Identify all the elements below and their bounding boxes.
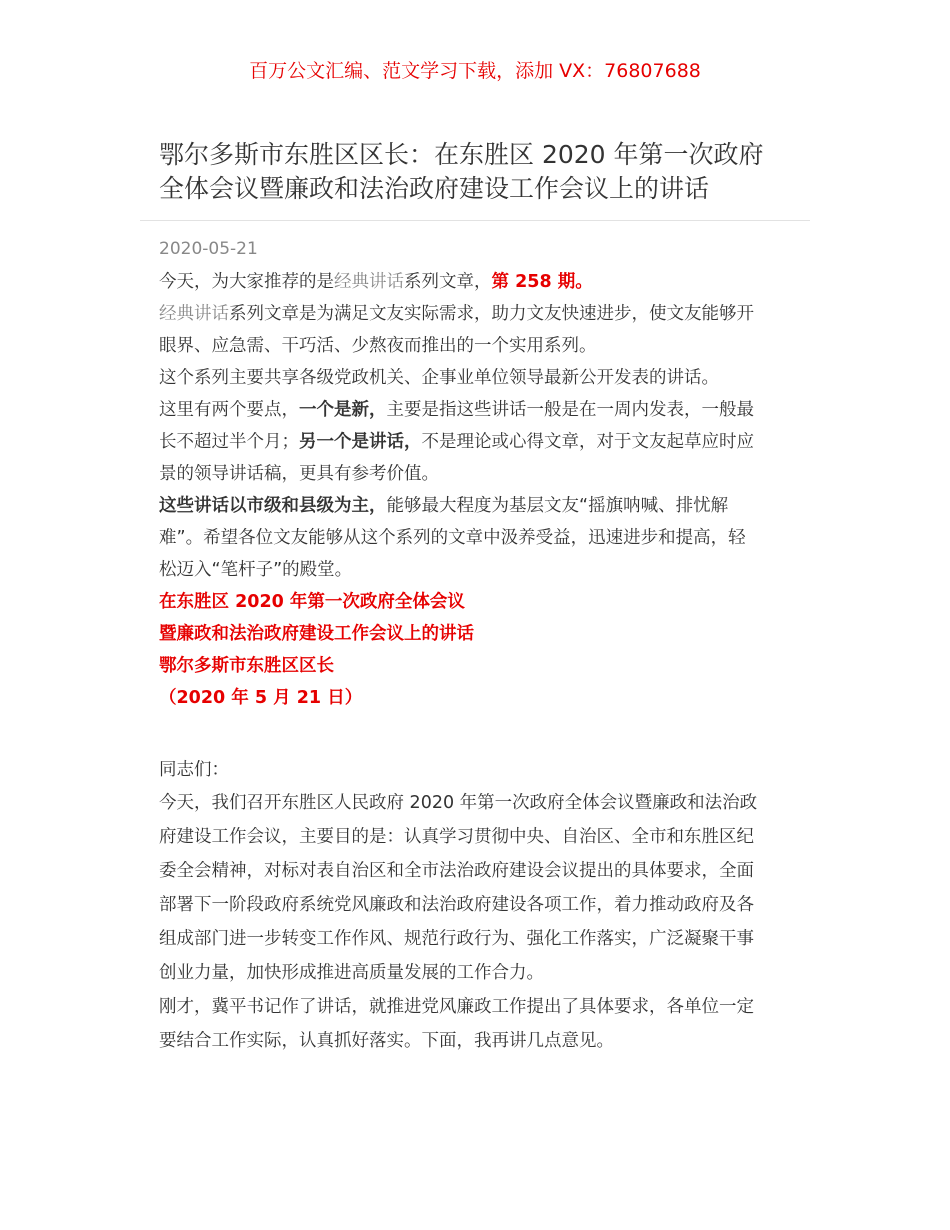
series-name: 经典讲话 <box>334 272 404 292</box>
text: 系列文章， <box>404 272 492 292</box>
text: 长不超过半个月； <box>159 432 299 452</box>
article-title <box>159 138 799 206</box>
text: 能够最大程度为基层文友“摇旗呐喊、排忧解 <box>386 496 729 516</box>
series-name: 经典讲话 <box>159 304 229 324</box>
speech-date: （2020 年 5 月 21 日） <box>159 688 363 708</box>
salutation: 同志们： <box>159 760 229 780</box>
speech-line: 要结合工作实际，认真抓好落实。下面，我再讲几点意见。 <box>159 1031 614 1051</box>
intro-line: 难”。希望各位文友能够从这个系列的文章中汲养受益，迅速进步和提高，轻 <box>159 528 746 548</box>
speech-line: 府建设工作会议，主要目的是：认真学习贯彻中央、自治区、全市和东胜区纪 <box>159 827 754 847</box>
intro-line <box>159 266 799 298</box>
title-line: 鄂尔多斯市东胜区区长：在东胜区 2020 年第一次政府 <box>159 140 764 169</box>
issue-number: 第 258 期。 <box>491 272 593 292</box>
publish-date: 2020-05-21 <box>159 239 258 259</box>
intro-line <box>159 394 799 426</box>
speech-line: 创业力量，加快形成推进高质量发展的工作合力。 <box>159 963 544 983</box>
speech-title-line: 暨廉政和法治政府建设工作会议上的讲话 <box>159 624 474 644</box>
title-line: 全体会议暨廉政和法治政府建设工作会议上的讲话 <box>159 174 710 203</box>
speech-line: 刚才，冀平书记作了讲话，就推进党风廉政工作提出了具体要求，各单位一定 <box>159 997 754 1017</box>
text: 不是理论或心得文章，对于文友起草应时应 <box>421 432 754 452</box>
speech-line: 今天，我们召开东胜区人民政府 2020 年第一次政府全体会议暨廉政和法治政 <box>159 793 758 813</box>
intro-line: 眼界、应急需、干巧活、少熬夜而推出的一个实用系列。 <box>159 336 597 356</box>
intro-line <box>159 298 799 330</box>
intro-line: 松迈入“笔杆子”的殿堂。 <box>159 560 353 580</box>
intro-line: 这个系列主要共享各级党政机关、企事业单位领导最新公开发表的讲话。 <box>159 368 719 388</box>
speaker-title: 鄂尔多斯市东胜区区长 <box>159 656 334 676</box>
article-body <box>159 266 799 1058</box>
speech-line: 部署下一阶段政府系统党风廉政和法治政府建设各项工作，着力推动政府及各 <box>159 895 754 915</box>
intro-line <box>159 490 799 522</box>
intro-line <box>159 426 799 458</box>
text: 主要是指这些讲话一般是在一周内发表，一般最 <box>386 400 754 420</box>
speech-title-line: 在东胜区 2020 年第一次政府全体会议 <box>159 592 465 612</box>
promo-banner: 百万公文汇编、范文学习下载，添加 VX：76807688 <box>249 60 701 82</box>
text: 系列文章是为满足文友实际需求，助力文友快速进步，使文友能够开 <box>229 304 754 324</box>
title-divider <box>140 220 810 221</box>
bold-text: 这些讲话以市级和县级为主， <box>159 496 387 516</box>
text: 这里有两个要点， <box>159 400 299 420</box>
speech-line: 组成部门进一步转变工作作风、规范行政行为、强化工作落实，广泛凝聚干事 <box>159 929 754 949</box>
bold-text: 一个是新， <box>299 400 387 420</box>
speech-line: 委全会精神，对标对表自治区和全市法治政府建设会议提出的具体要求，全面 <box>159 861 754 881</box>
text: 今天，为大家推荐的是 <box>159 272 334 292</box>
intro-line: 景的领导讲话稿，更具有参考价值。 <box>159 464 439 484</box>
bold-text: 另一个是讲话， <box>299 432 422 452</box>
